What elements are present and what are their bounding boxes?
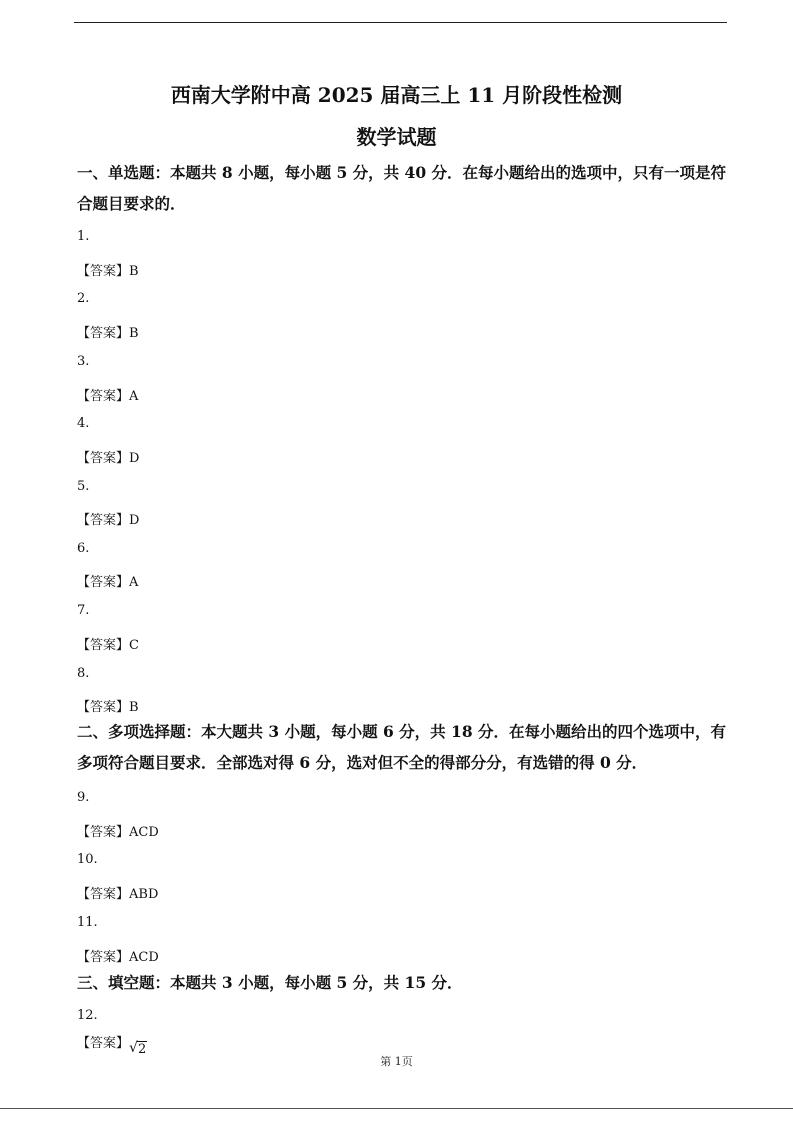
top-rule	[74, 22, 727, 23]
answer-value: ABD	[129, 887, 159, 902]
question-number: 5.	[77, 479, 90, 494]
page-number: 第 1页	[380, 1055, 413, 1068]
answer-value: B	[129, 326, 139, 341]
page-subtitle: 数学试题	[356, 125, 437, 149]
section-heading-multiple-choice: 二、多项选择题：本大题共 3 小题，每小题 6 分，共 18 分．在每小题给出的四个选项中，有多项符合题目要求．全部选对得 6 分，选对但不全的得部分分，有选错的得 0 分．	[77, 722, 727, 772]
answer-label: 【答案】	[77, 950, 130, 965]
answer-line	[77, 946, 159, 965]
answer-label: 【答案】	[77, 1036, 130, 1051]
answer-value: ACD	[129, 825, 159, 840]
answer-label: 【答案】	[77, 825, 130, 840]
question-number: 7.	[77, 603, 90, 618]
answer-line	[77, 883, 158, 902]
answer-line	[77, 385, 138, 404]
answer-line	[77, 322, 139, 341]
question-number: 4.	[77, 416, 90, 431]
answer-label: 【答案】	[77, 389, 130, 404]
answer-line	[77, 821, 159, 840]
section-heading-fill-in: 三、填空题：本题共 3 小题，每小题 5 分，共 15 分．	[77, 973, 463, 992]
section-heading-single-choice: 一、单选题：本题共 8 小题，每小题 5 分，共 40 分．在每小题给出的选项中，只有一项是符合题目要求的．	[77, 163, 727, 213]
answer-value: A	[129, 389, 139, 404]
answer-label: 【答案】	[77, 575, 130, 590]
radical-sign: √	[129, 1040, 138, 1056]
answer-value: ACD	[129, 950, 159, 965]
answer-label: 【答案】	[77, 887, 130, 902]
answer-label: 【答案】	[77, 638, 130, 653]
answer-label: 【答案】	[77, 700, 130, 715]
question-number: 6.	[77, 541, 90, 556]
bottom-rule	[0, 1108, 793, 1109]
answer-line	[77, 1032, 147, 1057]
answer-value: B	[129, 264, 139, 279]
answer-line	[77, 571, 138, 590]
answer-line	[77, 634, 139, 653]
question-number: 1.	[77, 229, 90, 244]
answer-label: 【答案】	[77, 326, 130, 341]
page-title: 西南大学附中高 2025 届高三上 11 月阶段性检测	[170, 83, 623, 107]
answer-line	[77, 509, 139, 528]
answer-label: 【答案】	[77, 451, 130, 466]
question-number: 12.	[77, 1008, 98, 1023]
question-number: 11.	[77, 915, 98, 930]
answer-line	[77, 696, 139, 715]
question-number: 9.	[77, 790, 90, 805]
question-number: 8.	[77, 666, 90, 681]
radicand: 2	[138, 1042, 147, 1057]
answer-value: B	[129, 700, 139, 715]
answer-line	[77, 260, 139, 279]
answer-label: 【答案】	[77, 513, 130, 528]
answer-value: D	[129, 513, 140, 528]
answer-line	[77, 447, 139, 466]
question-number: 2.	[77, 291, 90, 306]
answer-label: 【答案】	[77, 264, 130, 279]
question-number: 10.	[77, 852, 98, 867]
answer-value: C	[129, 638, 139, 653]
question-number: 3.	[77, 354, 90, 369]
answer-value: D	[129, 451, 140, 466]
answer-value: A	[129, 575, 139, 590]
